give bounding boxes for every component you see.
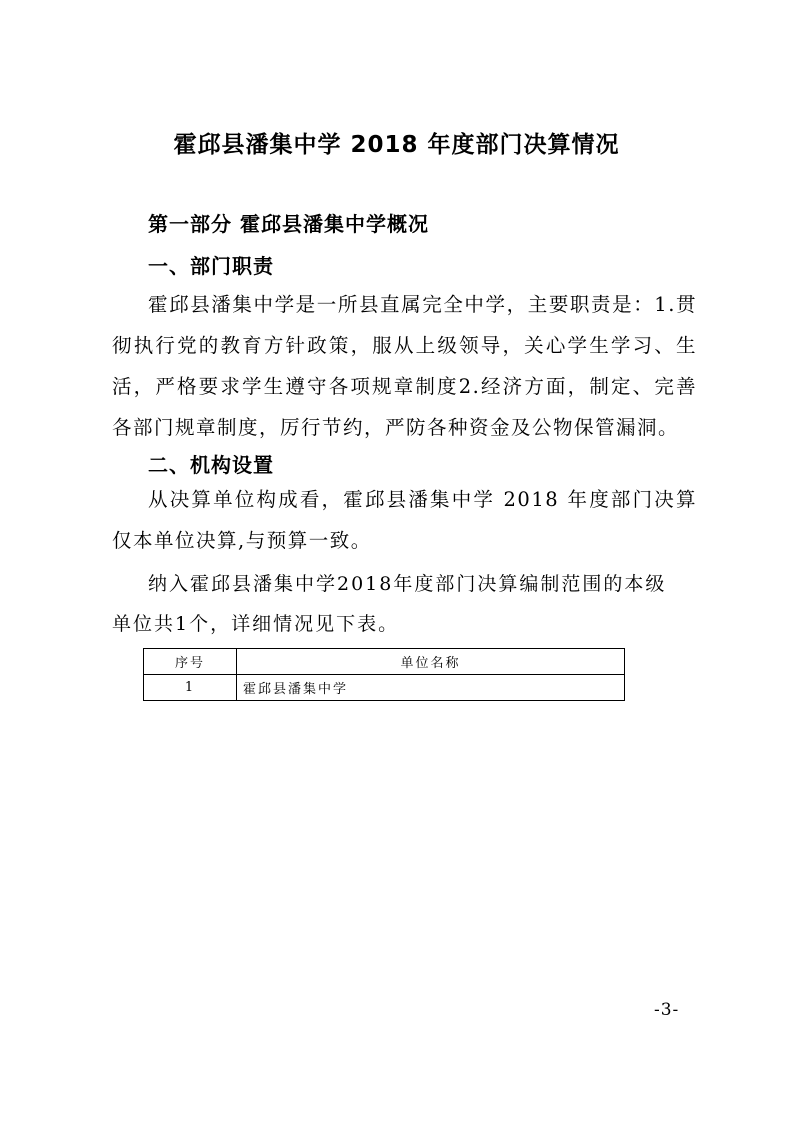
section1-body: 霍邱县潘集中学是一所县直属完全中学，主要职责是：1.贯彻执行党的教育方针政策，服从上级领导，关心学生学习、生活，严格要求学生遵守各项规章制度2.经济方面，制定、完善各部门规章制度，厉行节约，严防各种资金及公物保管漏洞。 [112,293,697,439]
table-header-index: 序号 [144,649,237,675]
document-title: 霍邱县潘集中学 2018 年度部门决算情况 [173,132,620,158]
page-number: -3- [654,1000,680,1020]
units-table [143,648,625,701]
section2-body2: 纳入霍邱县潘集中学2018年度部门决算编制范围的本级单位共1个，详细情况见下表。 [112,573,667,635]
table-cell-index: 1 [144,675,237,701]
part-heading: 第一部分 霍邱县潘集中学概况 [148,212,429,236]
table-cell-unit-name: 霍邱县潘集中学 [237,675,625,701]
section2-heading: 二、机构设置 [148,453,274,477]
section1-heading: 一、部门职责 [148,254,274,278]
table-header-unit-name: 单位名称 [237,649,625,675]
section2-body: 从决算单位构成看，霍邱县潘集中学 2018 年度部门决算仅本单位决算,与预算一致。 [112,488,697,552]
table-header-row [144,649,625,675]
table-row [144,675,625,701]
